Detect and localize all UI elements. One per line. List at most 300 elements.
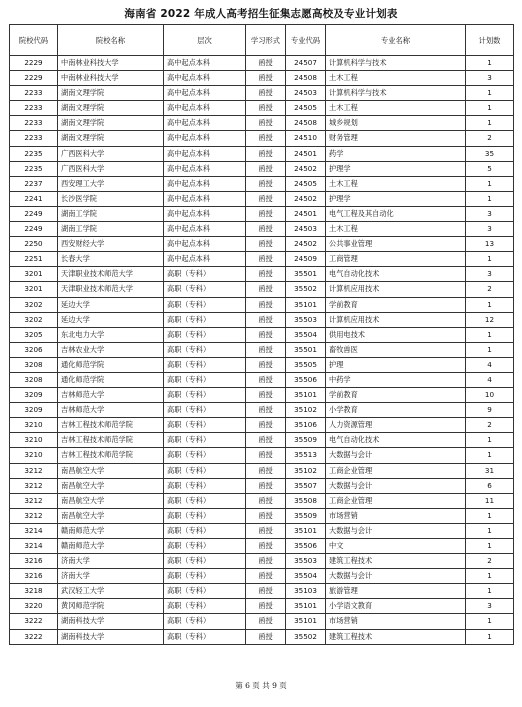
plan-count-cell: 1	[466, 327, 514, 342]
school-name-cell: 湖南文理学院	[58, 86, 164, 101]
plan-count-cell: 6	[466, 478, 514, 493]
table-row	[10, 327, 514, 342]
school-name-cell: 延边大学	[58, 312, 164, 327]
study-mode-cell: 函授	[246, 493, 286, 508]
school-name-cell: 通化师范学院	[58, 357, 164, 372]
plan-count-cell: 9	[466, 403, 514, 418]
plan-count-cell: 31	[466, 463, 514, 478]
school-code-cell: 2249	[10, 206, 58, 221]
school-code-cell: 2250	[10, 237, 58, 252]
level-cell: 高职（专科）	[164, 584, 246, 599]
level-cell: 高职（专科）	[164, 569, 246, 584]
plan-count-cell: 1	[466, 176, 514, 191]
table-row	[10, 508, 514, 523]
study-mode-cell: 函授	[246, 131, 286, 146]
plan-count-cell: 3	[466, 599, 514, 614]
major-code-cell: 35504	[286, 327, 326, 342]
school-name-cell: 吉林师范大学	[58, 403, 164, 418]
major-name-cell: 计算机应用技术	[326, 312, 466, 327]
major-code-cell: 24507	[286, 56, 326, 71]
school-name-cell: 南昌航空大学	[58, 463, 164, 478]
study-mode-cell: 函授	[246, 282, 286, 297]
school-code-cell: 3222	[10, 614, 58, 629]
table-row	[10, 463, 514, 478]
major-name-cell: 中文	[326, 539, 466, 554]
school-code-cell: 3218	[10, 584, 58, 599]
major-code-cell: 35502	[286, 282, 326, 297]
level-cell: 高职（专科）	[164, 493, 246, 508]
major-name-cell: 旅游管理	[326, 584, 466, 599]
major-name-cell: 大数据与会计	[326, 448, 466, 463]
table-row	[10, 297, 514, 312]
level-cell: 高职（专科）	[164, 388, 246, 403]
school-code-cell: 2233	[10, 86, 58, 101]
study-mode-cell: 函授	[246, 433, 286, 448]
plan-count-cell: 1	[466, 433, 514, 448]
major-name-cell: 土木工程	[326, 176, 466, 191]
major-code-cell: 35102	[286, 403, 326, 418]
table-row	[10, 388, 514, 403]
study-mode-cell: 函授	[246, 342, 286, 357]
study-mode-cell: 函授	[246, 161, 286, 176]
school-name-cell: 吉林工程技术师范学院	[58, 433, 164, 448]
school-code-cell: 3208	[10, 357, 58, 372]
level-cell: 高中起点本科	[164, 116, 246, 131]
major-name-cell: 药学	[326, 146, 466, 161]
school-code-cell: 3209	[10, 403, 58, 418]
plan-count-cell: 1	[466, 539, 514, 554]
table-row	[10, 237, 514, 252]
study-mode-cell: 函授	[246, 222, 286, 237]
study-mode-cell: 函授	[246, 508, 286, 523]
major-name-cell: 建筑工程技术	[326, 554, 466, 569]
table-row	[10, 252, 514, 267]
major-code-cell: 35509	[286, 508, 326, 523]
table-row	[10, 267, 514, 282]
study-mode-cell: 函授	[246, 312, 286, 327]
major-name-cell: 电气自动化技术	[326, 433, 466, 448]
school-name-cell: 长沙医学院	[58, 191, 164, 206]
plan-count-cell: 2	[466, 282, 514, 297]
major-code-cell: 35102	[286, 463, 326, 478]
level-cell: 高中起点本科	[164, 176, 246, 191]
plan-count-cell: 3	[466, 222, 514, 237]
major-name-cell: 供用电技术	[326, 327, 466, 342]
level-cell: 高中起点本科	[164, 206, 246, 221]
major-name-cell: 计算机科学与技术	[326, 86, 466, 101]
school-code-cell: 3216	[10, 554, 58, 569]
table-row	[10, 282, 514, 297]
school-name-cell: 湖南工学院	[58, 222, 164, 237]
school-code-cell: 3210	[10, 418, 58, 433]
table-row	[10, 403, 514, 418]
level-cell: 高中起点本科	[164, 71, 246, 86]
level-cell: 高职（专科）	[164, 554, 246, 569]
level-cell: 高职（专科）	[164, 327, 246, 342]
school-code-cell: 3209	[10, 388, 58, 403]
school-code-cell: 2233	[10, 116, 58, 131]
plan-count-cell: 1	[466, 629, 514, 644]
school-name-cell: 湖南文理学院	[58, 116, 164, 131]
study-mode-cell: 函授	[246, 146, 286, 161]
table-row	[10, 629, 514, 644]
table-row	[10, 116, 514, 131]
study-mode-cell: 函授	[246, 191, 286, 206]
major-name-cell: 畜牧兽医	[326, 342, 466, 357]
school-name-cell: 南昌航空大学	[58, 478, 164, 493]
plan-count-cell: 2	[466, 418, 514, 433]
major-name-cell: 市场营销	[326, 508, 466, 523]
header-major-code: 专业代码	[286, 25, 326, 56]
school-name-cell: 延边大学	[58, 297, 164, 312]
school-code-cell: 3210	[10, 448, 58, 463]
school-name-cell: 吉林农业大学	[58, 342, 164, 357]
level-cell: 高职（专科）	[164, 297, 246, 312]
level-cell: 高中起点本科	[164, 146, 246, 161]
study-mode-cell: 函授	[246, 252, 286, 267]
study-mode-cell: 函授	[246, 523, 286, 538]
school-code-cell: 3220	[10, 599, 58, 614]
study-mode-cell: 函授	[246, 101, 286, 116]
major-code-cell: 35501	[286, 267, 326, 282]
table-row	[10, 222, 514, 237]
study-mode-cell: 函授	[246, 403, 286, 418]
table-row	[10, 101, 514, 116]
plan-count-cell: 3	[466, 206, 514, 221]
major-name-cell: 小学教育	[326, 403, 466, 418]
header-school-name: 院校名称	[58, 25, 164, 56]
study-mode-cell: 函授	[246, 176, 286, 191]
level-cell: 高中起点本科	[164, 237, 246, 252]
major-code-cell: 35506	[286, 372, 326, 387]
level-cell: 高职（专科）	[164, 614, 246, 629]
school-code-cell: 3212	[10, 493, 58, 508]
table-row	[10, 342, 514, 357]
study-mode-cell: 函授	[246, 418, 286, 433]
major-name-cell: 学前教育	[326, 297, 466, 312]
plan-table	[9, 24, 514, 645]
major-code-cell: 35507	[286, 478, 326, 493]
level-cell: 高中起点本科	[164, 86, 246, 101]
school-name-cell: 广西医科大学	[58, 161, 164, 176]
level-cell: 高中起点本科	[164, 131, 246, 146]
school-name-cell: 长春大学	[58, 252, 164, 267]
table-row	[10, 478, 514, 493]
study-mode-cell: 函授	[246, 206, 286, 221]
major-name-cell: 城乡规划	[326, 116, 466, 131]
level-cell: 高中起点本科	[164, 252, 246, 267]
plan-count-cell: 1	[466, 191, 514, 206]
table-row	[10, 372, 514, 387]
level-cell: 高职（专科）	[164, 282, 246, 297]
table-row	[10, 131, 514, 146]
document-title: 海南省 2022 年成人高考招生征集志愿高校及专业计划表	[124, 8, 398, 20]
page-number: 第 6 页 共 9 页	[235, 681, 287, 690]
study-mode-cell: 函授	[246, 297, 286, 312]
school-code-cell: 3214	[10, 539, 58, 554]
school-code-cell: 3201	[10, 267, 58, 282]
school-code-cell: 2233	[10, 131, 58, 146]
major-code-cell: 24502	[286, 237, 326, 252]
school-code-cell: 3206	[10, 342, 58, 357]
school-code-cell: 3202	[10, 297, 58, 312]
table-row	[10, 176, 514, 191]
major-name-cell: 公共事业管理	[326, 237, 466, 252]
major-code-cell: 24503	[286, 222, 326, 237]
school-code-cell: 2233	[10, 101, 58, 116]
school-name-cell: 武汉轻工大学	[58, 584, 164, 599]
major-code-cell: 24502	[286, 191, 326, 206]
table-row	[10, 191, 514, 206]
study-mode-cell: 函授	[246, 599, 286, 614]
school-name-cell: 湖南科技大学	[58, 614, 164, 629]
header-level: 层次	[164, 25, 246, 56]
table-row	[10, 56, 514, 71]
table-row	[10, 146, 514, 161]
school-name-cell: 中南林业科技大学	[58, 56, 164, 71]
table-row	[10, 206, 514, 221]
study-mode-cell: 函授	[246, 539, 286, 554]
major-name-cell: 建筑工程技术	[326, 629, 466, 644]
plan-count-cell: 3	[466, 71, 514, 86]
level-cell: 高职（专科）	[164, 523, 246, 538]
level-cell: 高职（专科）	[164, 312, 246, 327]
table-row	[10, 433, 514, 448]
study-mode-cell: 函授	[246, 116, 286, 131]
major-name-cell: 土木工程	[326, 71, 466, 86]
school-name-cell: 天津职业技术师范大学	[58, 282, 164, 297]
header-plan-count: 计划数	[466, 25, 514, 56]
level-cell: 高中起点本科	[164, 191, 246, 206]
school-code-cell: 3210	[10, 433, 58, 448]
major-name-cell: 大数据与会计	[326, 478, 466, 493]
study-mode-cell: 函授	[246, 614, 286, 629]
plan-count-cell: 35	[466, 146, 514, 161]
level-cell: 高职（专科）	[164, 463, 246, 478]
level-cell: 高职（专科）	[164, 372, 246, 387]
study-mode-cell: 函授	[246, 584, 286, 599]
plan-count-cell: 1	[466, 614, 514, 629]
plan-count-cell: 5	[466, 161, 514, 176]
major-name-cell: 土木工程	[326, 101, 466, 116]
level-cell: 高职（专科）	[164, 433, 246, 448]
table-row	[10, 312, 514, 327]
school-code-cell: 3201	[10, 282, 58, 297]
major-name-cell: 中药学	[326, 372, 466, 387]
plan-count-cell: 1	[466, 101, 514, 116]
study-mode-cell: 函授	[246, 554, 286, 569]
major-code-cell: 24501	[286, 206, 326, 221]
school-name-cell: 吉林师范大学	[58, 388, 164, 403]
table-row	[10, 357, 514, 372]
major-code-cell: 35101	[286, 388, 326, 403]
level-cell: 高职（专科）	[164, 508, 246, 523]
major-code-cell: 24508	[286, 116, 326, 131]
study-mode-cell: 函授	[246, 478, 286, 493]
plan-count-cell: 1	[466, 86, 514, 101]
plan-count-cell: 1	[466, 56, 514, 71]
school-name-cell: 湖南科技大学	[58, 629, 164, 644]
major-code-cell: 24505	[286, 176, 326, 191]
school-code-cell: 3205	[10, 327, 58, 342]
plan-count-cell: 2	[466, 554, 514, 569]
school-name-cell: 南昌航空大学	[58, 508, 164, 523]
plan-count-cell: 4	[466, 372, 514, 387]
study-mode-cell: 函授	[246, 372, 286, 387]
school-name-cell: 湖南文理学院	[58, 101, 164, 116]
level-cell: 高职（专科）	[164, 629, 246, 644]
school-name-cell: 济南大学	[58, 569, 164, 584]
school-name-cell: 黄冈师范学院	[58, 599, 164, 614]
major-name-cell: 大数据与会计	[326, 523, 466, 538]
school-code-cell: 3212	[10, 478, 58, 493]
school-name-cell: 济南大学	[58, 554, 164, 569]
level-cell: 高职（专科）	[164, 418, 246, 433]
major-name-cell: 护理学	[326, 191, 466, 206]
major-code-cell: 35503	[286, 312, 326, 327]
school-name-cell: 赣南师范大学	[58, 539, 164, 554]
level-cell: 高中起点本科	[164, 56, 246, 71]
major-code-cell: 35101	[286, 599, 326, 614]
level-cell: 高中起点本科	[164, 101, 246, 116]
major-name-cell: 财务管理	[326, 131, 466, 146]
level-cell: 高职（专科）	[164, 599, 246, 614]
study-mode-cell: 函授	[246, 629, 286, 644]
level-cell: 高职（专科）	[164, 478, 246, 493]
plan-count-cell: 1	[466, 569, 514, 584]
school-name-cell: 广西医科大学	[58, 146, 164, 161]
plan-count-cell: 10	[466, 388, 514, 403]
major-name-cell: 小学语文教育	[326, 599, 466, 614]
school-name-cell: 中南林业科技大学	[58, 71, 164, 86]
level-cell: 高中起点本科	[164, 161, 246, 176]
plan-count-cell: 1	[466, 523, 514, 538]
level-cell: 高职（专科）	[164, 357, 246, 372]
study-mode-cell: 函授	[246, 237, 286, 252]
plan-count-cell: 1	[466, 297, 514, 312]
school-name-cell: 西安理工大学	[58, 176, 164, 191]
level-cell: 高职（专科）	[164, 539, 246, 554]
plan-count-cell: 4	[466, 357, 514, 372]
major-code-cell: 35508	[286, 493, 326, 508]
table-row	[10, 161, 514, 176]
plan-count-cell: 1	[466, 448, 514, 463]
school-code-cell: 2229	[10, 56, 58, 71]
major-name-cell: 市场营销	[326, 614, 466, 629]
study-mode-cell: 函授	[246, 86, 286, 101]
table-row	[10, 584, 514, 599]
major-name-cell: 工商管理	[326, 252, 466, 267]
school-code-cell: 2237	[10, 176, 58, 191]
school-code-cell: 3222	[10, 629, 58, 644]
major-code-cell: 24505	[286, 101, 326, 116]
major-name-cell: 电气自动化技术	[326, 267, 466, 282]
level-cell: 高职（专科）	[164, 342, 246, 357]
level-cell: 高职（专科）	[164, 448, 246, 463]
study-mode-cell: 函授	[246, 357, 286, 372]
plan-count-cell: 2	[466, 131, 514, 146]
major-code-cell: 35506	[286, 539, 326, 554]
table-row	[10, 569, 514, 584]
plan-count-cell: 12	[466, 312, 514, 327]
major-name-cell: 土木工程	[326, 222, 466, 237]
school-name-cell: 南昌航空大学	[58, 493, 164, 508]
major-code-cell: 35503	[286, 554, 326, 569]
major-name-cell: 工商企业管理	[326, 463, 466, 478]
major-code-cell: 35101	[286, 523, 326, 538]
plan-count-cell: 11	[466, 493, 514, 508]
level-cell: 高职（专科）	[164, 403, 246, 418]
study-mode-cell: 函授	[246, 56, 286, 71]
table-row	[10, 493, 514, 508]
school-name-cell: 吉林工程技术师范学院	[58, 418, 164, 433]
plan-count-cell: 3	[466, 267, 514, 282]
major-code-cell: 24508	[286, 71, 326, 86]
school-code-cell: 2235	[10, 161, 58, 176]
school-code-cell: 2241	[10, 191, 58, 206]
major-code-cell: 24501	[286, 146, 326, 161]
school-name-cell: 通化师范学院	[58, 372, 164, 387]
header-major-name: 专业名称	[326, 25, 466, 56]
study-mode-cell: 函授	[246, 463, 286, 478]
major-code-cell: 24510	[286, 131, 326, 146]
table-row	[10, 554, 514, 569]
study-mode-cell: 函授	[246, 388, 286, 403]
school-name-cell: 天津职业技术师范大学	[58, 267, 164, 282]
table-row	[10, 71, 514, 86]
major-code-cell: 35101	[286, 297, 326, 312]
table-row	[10, 448, 514, 463]
school-code-cell: 3212	[10, 508, 58, 523]
major-name-cell: 大数据与会计	[326, 569, 466, 584]
table-body	[10, 56, 514, 645]
table-row	[10, 599, 514, 614]
plan-count-cell: 1	[466, 252, 514, 267]
school-name-cell: 东北电力大学	[58, 327, 164, 342]
level-cell: 高职（专科）	[164, 267, 246, 282]
major-code-cell: 35101	[286, 614, 326, 629]
study-mode-cell: 函授	[246, 569, 286, 584]
school-code-cell: 2235	[10, 146, 58, 161]
major-name-cell: 工商企业管理	[326, 493, 466, 508]
plan-count-cell: 1	[466, 116, 514, 131]
table-row	[10, 539, 514, 554]
plan-count-cell: 1	[466, 508, 514, 523]
header-school-code: 院校代码	[10, 25, 58, 56]
plan-count-cell: 13	[466, 237, 514, 252]
table-row	[10, 418, 514, 433]
major-name-cell: 学前教育	[326, 388, 466, 403]
school-name-cell: 湖南工学院	[58, 206, 164, 221]
study-mode-cell: 函授	[246, 327, 286, 342]
school-code-cell: 3202	[10, 312, 58, 327]
study-mode-cell: 函授	[246, 71, 286, 86]
major-code-cell: 35502	[286, 629, 326, 644]
plan-count-cell: 1	[466, 342, 514, 357]
major-code-cell: 35513	[286, 448, 326, 463]
major-name-cell: 计算机科学与技术	[326, 56, 466, 71]
major-name-cell: 护理学	[326, 161, 466, 176]
major-name-cell: 电气工程及其自动化	[326, 206, 466, 221]
school-code-cell: 2249	[10, 222, 58, 237]
level-cell: 高中起点本科	[164, 222, 246, 237]
plan-count-cell: 1	[466, 584, 514, 599]
header-study-mode: 学习形式	[246, 25, 286, 56]
school-name-cell: 赣南师范大学	[58, 523, 164, 538]
table-header-row	[10, 25, 514, 56]
school-code-cell: 2251	[10, 252, 58, 267]
school-name-cell: 吉林工程技术师范学院	[58, 448, 164, 463]
